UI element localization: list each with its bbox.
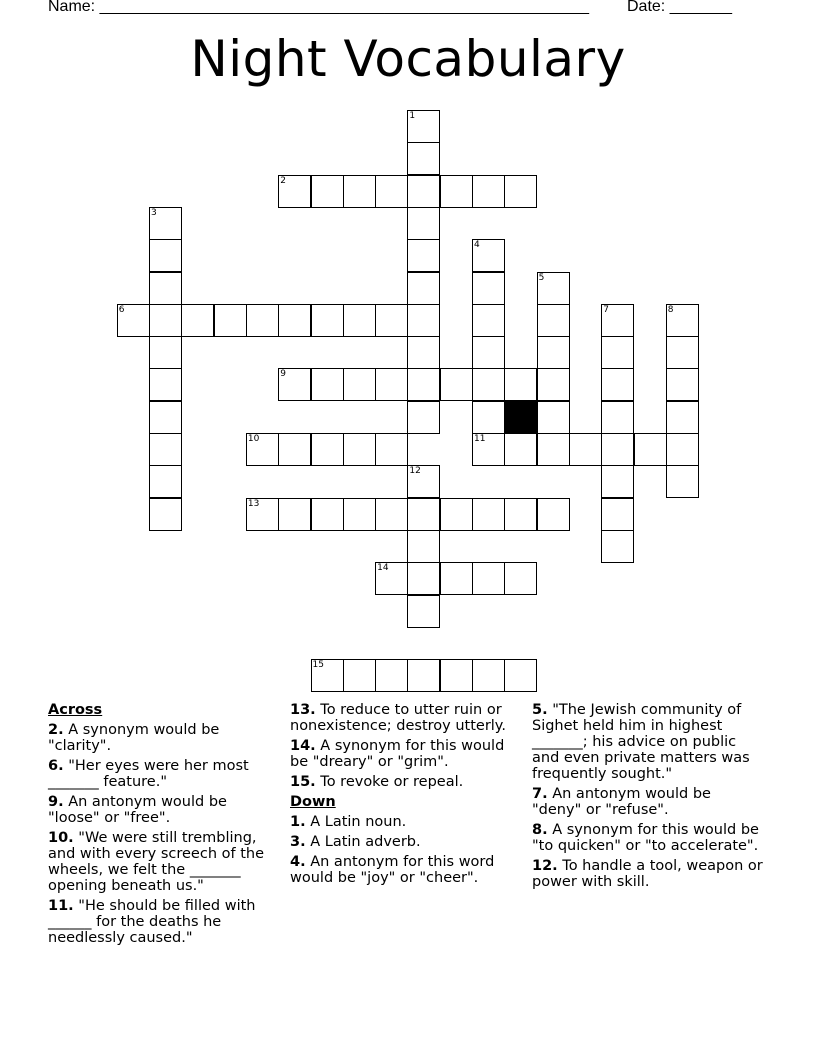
- crossword-cell[interactable]: [472, 175, 505, 208]
- down-clue-list-continued: [532, 702, 764, 890]
- crossword-cell[interactable]: [311, 498, 344, 531]
- crossword-cell[interactable]: [440, 562, 473, 595]
- crossword-cell[interactable]: [537, 498, 570, 531]
- crossword-cell[interactable]: [311, 368, 344, 401]
- crossword-cell[interactable]: [407, 336, 440, 369]
- crossword-cell[interactable]: [537, 401, 570, 434]
- clue-item: [290, 854, 522, 886]
- clue-text: A Latin noun.: [305, 814, 407, 830]
- clue-number: 11.: [48, 898, 74, 914]
- page-title: Night Vocabulary: [190, 30, 626, 88]
- clue-number: 14.: [290, 738, 316, 754]
- clue-item: [48, 794, 278, 826]
- crossword-cell[interactable]: [537, 304, 570, 337]
- clue-number: 15.: [290, 774, 316, 790]
- clue-item: [290, 702, 522, 734]
- clue-number-label: 5: [538, 272, 545, 283]
- crossword-cell[interactable]: [601, 433, 634, 466]
- clue-number-label: 2: [280, 175, 286, 186]
- clue-number: 4.: [290, 854, 306, 870]
- crossword-cell[interactable]: [343, 175, 376, 208]
- crossword-cell[interactable]: [311, 304, 344, 337]
- clue-number: 3.: [290, 834, 306, 850]
- crossword-cell[interactable]: [149, 304, 182, 337]
- crossword-cell[interactable]: [440, 175, 473, 208]
- clue-number-label: 3: [151, 207, 157, 218]
- crossword-cell[interactable]: [343, 498, 376, 531]
- crossword-cell[interactable]: [601, 336, 634, 369]
- crossword-cell[interactable]: [375, 368, 408, 401]
- crossword-cell[interactable]: [472, 304, 505, 337]
- clue-text: To revoke or repeal.: [315, 774, 464, 790]
- clue-number-label: 8: [667, 304, 674, 315]
- crossword-cell[interactable]: [278, 433, 311, 466]
- crossword-cell[interactable]: [472, 659, 505, 692]
- down-heading: Down: [290, 794, 336, 810]
- clue-number-label: 10: [247, 434, 260, 444]
- clue-item: [290, 814, 522, 830]
- clue-number: 12.: [532, 858, 558, 874]
- clue-text: "The Jewish community of Sighet held him in highest _______; his advice on public and even private matters was frequently sought.": [532, 702, 750, 782]
- clue-text: To handle a tool, weapon or power with skill.: [532, 858, 763, 890]
- crossword-cell[interactable]: [181, 304, 214, 337]
- clue-text: A Latin adverb.: [305, 834, 421, 850]
- clue-text: A synonym for this would be "to quicken" or "to accelerate".: [532, 822, 759, 854]
- clue-item: [532, 822, 764, 854]
- clue-number-label: 1: [409, 111, 416, 121]
- clue-item: [290, 738, 522, 770]
- clues-column-1: [48, 702, 278, 950]
- crossword-cell[interactable]: [246, 304, 279, 337]
- crossword-cell[interactable]: [278, 304, 311, 337]
- clue-item: [532, 858, 764, 890]
- crossword-cell[interactable]: [407, 272, 440, 305]
- crossword-cell[interactable]: [343, 659, 376, 692]
- crossword-cell[interactable]: [634, 433, 667, 466]
- crossword-cell[interactable]: [149, 498, 182, 531]
- clue-number-label: 15: [312, 660, 324, 671]
- clue-item: [290, 774, 522, 790]
- crossword-cell[interactable]: [537, 368, 570, 401]
- clue-number: 7.: [532, 786, 548, 802]
- crossword-cell[interactable]: [472, 401, 505, 434]
- crossword-cell[interactable]: [440, 498, 473, 531]
- clue-number-label: 9: [280, 369, 286, 380]
- crossword-cell[interactable]: [343, 304, 376, 337]
- crossword-cell[interactable]: [407, 304, 440, 337]
- crossword-cell[interactable]: [666, 401, 699, 434]
- clue-item: [532, 702, 764, 782]
- crossword-cell[interactable]: [407, 401, 440, 434]
- clue-number-label: 7: [603, 304, 609, 315]
- crossword-cell[interactable]: [278, 498, 311, 531]
- crossword-cell[interactable]: [504, 562, 537, 595]
- crossword-cell[interactable]: [601, 530, 634, 563]
- crossword-cell[interactable]: [407, 368, 440, 401]
- down-clue-list: [290, 814, 522, 886]
- crossword-cell[interactable]: [375, 659, 408, 692]
- crossword-cell[interactable]: [149, 401, 182, 434]
- clue-number-label: 13: [247, 498, 260, 509]
- crossword-cell[interactable]: [472, 272, 505, 305]
- name-field-label: Name: _______________________________________________________: [48, 0, 589, 15]
- crossword-cell[interactable]: [440, 368, 473, 401]
- crossword-cell[interactable]: [601, 368, 634, 401]
- crossword-cell[interactable]: [666, 336, 699, 369]
- across-heading: Across: [48, 702, 103, 718]
- crossword-cell[interactable]: [149, 336, 182, 369]
- crossword-cell[interactable]: [472, 498, 505, 531]
- clues-column-3: [532, 702, 764, 894]
- crossword-cell[interactable]: [375, 175, 408, 208]
- crossword-cell[interactable]: [537, 433, 570, 466]
- crossword-cell[interactable]: [407, 595, 440, 628]
- crossword-cell[interactable]: [407, 562, 440, 595]
- crossword-cell[interactable]: [601, 465, 634, 498]
- crossword-cell[interactable]: [407, 498, 440, 531]
- clue-text: An antonym would be "deny" or "refuse".: [532, 786, 711, 818]
- crossword-cell[interactable]: [149, 433, 182, 466]
- crossword-cell[interactable]: [472, 368, 505, 401]
- crossword-cell[interactable]: [504, 433, 537, 466]
- crossword-cell[interactable]: [149, 239, 182, 272]
- crossword-cell[interactable]: [504, 498, 537, 531]
- crossword-cell[interactable]: [375, 304, 408, 337]
- clue-number-label: 12: [409, 466, 421, 477]
- crossword-cell[interactable]: [537, 336, 570, 369]
- crossword-cell[interactable]: [407, 142, 440, 175]
- clue-item: [48, 758, 278, 790]
- crossword-cell[interactable]: [214, 304, 247, 337]
- clue-number: 1.: [290, 814, 306, 830]
- date-field-label: Date: _______: [627, 0, 732, 15]
- clue-number: 13.: [290, 702, 316, 718]
- crossword-cell[interactable]: [149, 368, 182, 401]
- crossword-cell[interactable]: [472, 562, 505, 595]
- clue-text: An antonym for this word would be "joy" or "cheer".: [290, 854, 495, 886]
- crossword-cell[interactable]: [375, 498, 408, 531]
- clue-number: 9.: [48, 794, 64, 810]
- crossword-cell[interactable]: [504, 175, 537, 208]
- clue-number: 2.: [48, 722, 64, 738]
- crossword-cell[interactable]: [407, 175, 440, 208]
- crossword-cell[interactable]: [504, 659, 537, 692]
- crossword-cell[interactable]: [149, 272, 182, 305]
- clue-text: "Her eyes were her most _______ feature.": [48, 758, 249, 790]
- clue-item: [48, 898, 278, 946]
- crossword-cell[interactable]: [343, 368, 376, 401]
- crossword-cell[interactable]: [375, 433, 408, 466]
- clue-number-label: 14: [377, 563, 389, 574]
- crossword-cell[interactable]: [407, 659, 440, 692]
- blocked-cell: [504, 401, 537, 434]
- clue-number-label: 11: [474, 434, 486, 444]
- crossword-cell[interactable]: [440, 659, 473, 692]
- crossword-cell[interactable]: [601, 498, 634, 531]
- clue-text: A synonym for this would be "dreary" or "grim".: [290, 738, 505, 770]
- clue-text: A synonym would be "clarity".: [48, 722, 220, 754]
- clue-item: [290, 834, 522, 850]
- clue-number: 6.: [48, 758, 64, 774]
- crossword-cell[interactable]: [666, 368, 699, 401]
- crossword-cell[interactable]: [601, 401, 634, 434]
- clue-number: 5.: [532, 702, 548, 718]
- crossword-cell[interactable]: [569, 433, 602, 466]
- crossword-cell[interactable]: [311, 433, 344, 466]
- clue-item: [532, 786, 764, 818]
- clue-text: "He should be filled with ______ for the deaths he needlessly caused.": [48, 898, 256, 946]
- clue-text: "We were still trembling, and with every screech of the wheels, we felt the _______ opening beneath us.": [48, 830, 264, 894]
- clue-number-label: 6: [118, 304, 125, 315]
- crossword-cell[interactable]: [472, 336, 505, 369]
- clue-number-label: 4: [474, 240, 480, 251]
- crossword-cell[interactable]: [666, 433, 699, 466]
- clue-item: [48, 830, 278, 894]
- clue-text: To reduce to utter ruin or nonexistence; destroy utterly.: [290, 702, 506, 734]
- crossword-cell[interactable]: [407, 530, 440, 563]
- crossword-cell[interactable]: [407, 207, 440, 240]
- crossword-cell[interactable]: [407, 239, 440, 272]
- crossword-cell[interactable]: [149, 465, 182, 498]
- crossword-cell[interactable]: [343, 433, 376, 466]
- clue-number: 10.: [48, 830, 74, 846]
- clue-text: An antonym would be "loose" or "free".: [48, 794, 227, 826]
- across-clue-list: [48, 722, 278, 946]
- clue-number: 8.: [532, 822, 548, 838]
- clues-column-2: [290, 702, 522, 890]
- crossword-cell[interactable]: [504, 368, 537, 401]
- clue-item: [48, 722, 278, 754]
- crossword-cell[interactable]: [666, 465, 699, 498]
- across-clue-list-continued: [290, 702, 522, 790]
- crossword-cell[interactable]: [311, 175, 344, 208]
